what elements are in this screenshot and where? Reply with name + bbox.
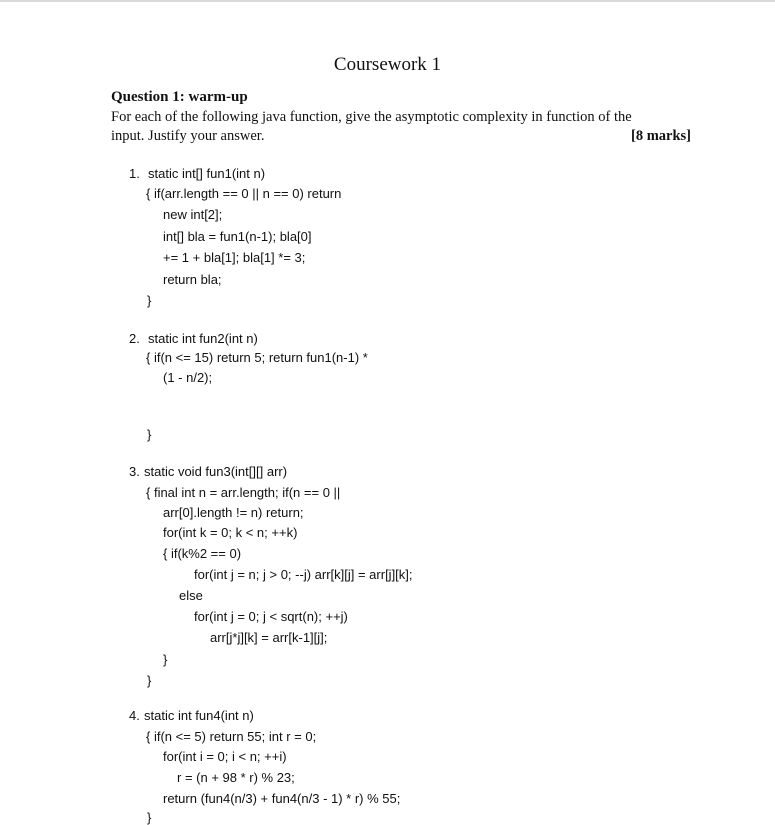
code-line: r = (n + 98 * r) % 23; — [177, 770, 295, 785]
code-line: } — [147, 427, 152, 442]
code-line: { if(arr.length == 0 || n == 0) return — [146, 186, 342, 201]
code-line: for(int k = 0; k < n; ++k) — [163, 525, 298, 540]
code-line: } — [147, 810, 152, 825]
code-line: { if(k%2 == 0) — [163, 546, 242, 561]
code-line: else — [179, 588, 203, 603]
code-line: static void fun3(int[][] arr) — [144, 464, 288, 479]
item-number: 1. — [129, 166, 140, 181]
code-line: return bla; — [163, 272, 222, 287]
code-line: for(int i = 0; i < n; ++i) — [163, 749, 287, 764]
code-line: } — [163, 652, 168, 667]
marks-label: [8 marks] — [631, 128, 692, 144]
item-number: 3. — [129, 464, 140, 479]
code-line: arr[0].length != n) return; — [163, 505, 304, 520]
code-line: static int[] fun1(int n) — [148, 166, 266, 181]
code-line: { if(n <= 15) return 5; return fun1(n-1) * — [146, 350, 368, 365]
code-line: arr[j*j][k] = arr[k-1][j]; — [210, 630, 328, 645]
item-number: 2. — [129, 331, 140, 346]
code-line: static int fun2(int n) — [148, 331, 258, 346]
top-border — [0, 0, 775, 2]
code-line: int[] bla = fun1(n-1); bla[0] — [163, 229, 312, 244]
code-line: for(int j = n; j > 0; --j) arr[k][j] = arr[j][k]; — [194, 567, 413, 582]
page-title: Coursework 1 — [333, 54, 442, 75]
code-line: { final int n = arr.length; if(n == 0 || — [146, 485, 341, 500]
question-text-line-1: For each of the following java function, give the asymptotic complexity in function of the — [111, 109, 632, 125]
code-line: static int fun4(int n) — [144, 708, 254, 723]
question-heading: Question 1: warm-up — [111, 89, 248, 105]
code-line: (1 - n/2); — [163, 370, 213, 385]
code-line: for(int j = 0; j < sqrt(n); ++j) — [194, 609, 348, 624]
code-line: { if(n <= 5) return 55; int r = 0; — [146, 729, 317, 744]
code-line: += 1 + bla[1]; bla[1] *= 3; — [163, 250, 306, 265]
question-text-line-2: input. Justify your answer. — [111, 128, 265, 144]
code-line: return (fun4(n/3) + fun4(n/3 - 1) * r) % 55; — [163, 791, 401, 806]
code-line: new int[2]; — [163, 207, 223, 222]
code-line: } — [147, 673, 152, 688]
item-number: 4. — [129, 708, 140, 723]
code-line: } — [147, 293, 152, 308]
